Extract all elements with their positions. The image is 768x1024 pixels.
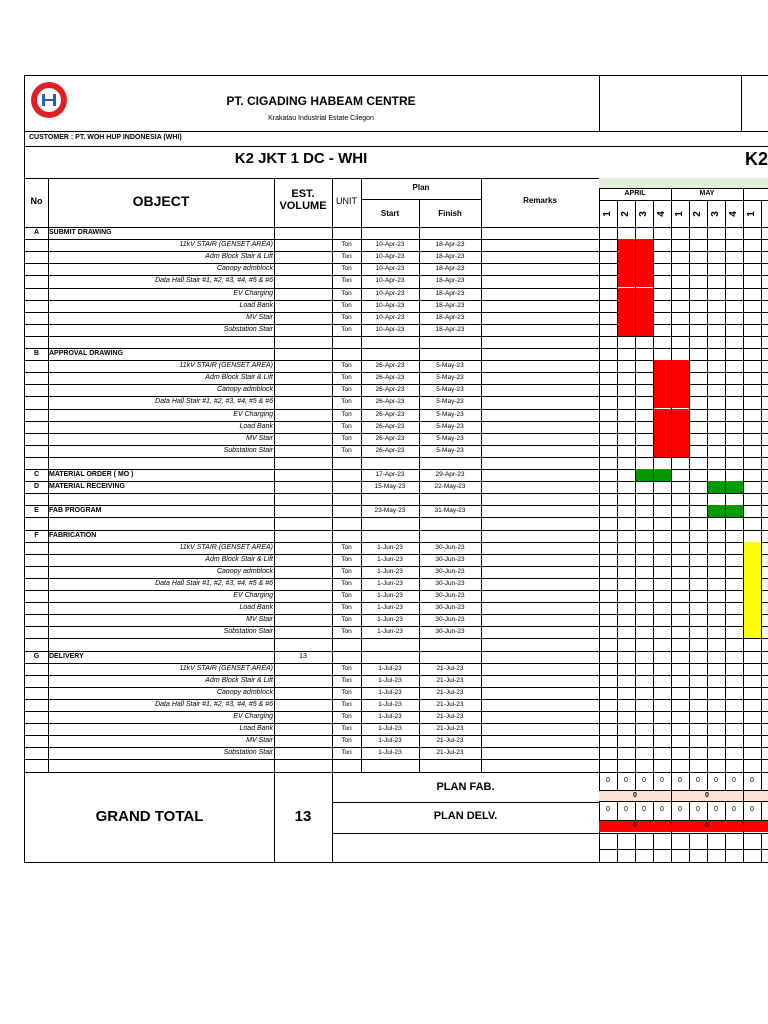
gantt-bar: [743, 542, 761, 554]
row-unit: Ton: [341, 386, 352, 394]
plan-delv-week-value: 0: [714, 806, 718, 813]
section-label: FAB PROGRAM: [49, 507, 102, 515]
item-label: Canopy admblock: [216, 567, 273, 575]
plan-fab-month-value: 0: [633, 792, 637, 799]
row-start: 1-Jul-23: [378, 676, 402, 684]
gantt-bar: [743, 602, 761, 614]
row-unit: Ton: [341, 604, 352, 612]
row-finish: 21-Jul-23: [436, 737, 464, 745]
row-unit: Ton: [341, 579, 352, 587]
plan-fab-week-value: 0: [624, 777, 628, 784]
company-address: Krakatau Industrial Estate Cilegon: [268, 115, 374, 122]
week-label: 4: [656, 211, 667, 217]
row-finish: 21-Jul-23: [436, 664, 464, 672]
row-volume: 13: [299, 652, 307, 660]
row-finish: 21-Jul-23: [436, 713, 464, 720]
item-label: 11kV STAIR (GENSET AREA): [179, 241, 273, 249]
row-start: 1-Jul-23: [378, 737, 402, 745]
row-line: [25, 336, 768, 337]
row-unit: Ton: [341, 676, 352, 684]
item-label: Canopy admblock: [216, 265, 273, 273]
row-finish: 29-Apr-23: [435, 471, 465, 478]
row-unit: Ton: [341, 555, 352, 563]
item-label: MV Stair: [246, 313, 273, 321]
row-finish: 21-Jul-23: [436, 688, 464, 696]
item-label: Substation Stair: [223, 325, 273, 333]
header-volume: VOLUME: [279, 200, 327, 212]
row-start: 10-Apr-23: [375, 289, 405, 297]
row-unit: Ton: [341, 422, 352, 430]
row-unit: Ton: [341, 688, 352, 696]
item-label: EV Charging: [233, 713, 273, 720]
summary-grid: [725, 833, 726, 862]
row-finish: 5-May-23: [436, 374, 464, 382]
row-unit: Ton: [341, 543, 352, 551]
row-unit: Ton: [341, 265, 352, 273]
summary-grid: [761, 801, 762, 820]
header-box-line: [741, 76, 742, 131]
summary-grid: [599, 833, 600, 862]
week-line: [599, 200, 600, 772]
header-remarks: Remarks: [523, 196, 557, 205]
plan-fab-week-value: 0: [606, 777, 610, 784]
row-finish: 30-Jun-23: [435, 567, 465, 575]
row-start: 1-Jun-23: [377, 616, 403, 624]
row-finish: 5-May-23: [436, 434, 464, 442]
item-label: Data Hall Stair #1, #2, #3, #4, #5 & #6: [155, 277, 273, 285]
plan-delv-month-value: 0: [633, 822, 637, 829]
summary-bottom: [25, 862, 768, 863]
header-unit: UNIT: [336, 196, 357, 206]
item-label: MV Stair: [246, 737, 273, 745]
row-start: 1-Jun-23: [377, 567, 403, 575]
row-unit: Ton: [341, 410, 352, 418]
row-finish: 21-Jul-23: [436, 725, 464, 733]
row-unit: Ton: [341, 241, 352, 249]
summary-grid: [689, 833, 690, 862]
item-label: EV Charging: [233, 289, 273, 297]
section-label: SUBMIT DRAWING: [49, 229, 112, 236]
month-line: [743, 188, 744, 200]
gantt-bar: [743, 554, 761, 566]
row-finish: 31-May-23: [434, 507, 466, 515]
item-label: Load Bank: [239, 301, 273, 309]
summary-top: [25, 772, 768, 773]
row-finish: 5-May-23: [436, 410, 464, 418]
row-start: 1-Jul-23: [378, 749, 402, 757]
item-label: EV Charging: [233, 410, 273, 418]
summary-grid: [635, 833, 636, 862]
row-start: 10-Apr-23: [375, 325, 405, 333]
plan-fab-label: PLAN FAB.: [436, 781, 495, 793]
row-start: 1-Jun-23: [377, 628, 403, 636]
plan-delv-week-value: 0: [624, 806, 628, 813]
row-start: 10-Apr-23: [375, 265, 405, 273]
row-line: [25, 638, 768, 639]
row-start: 1-Jul-23: [378, 688, 402, 696]
item-label: Adm Block Stair & Lift: [205, 374, 273, 382]
row-finish: 5-May-23: [436, 446, 464, 454]
row-finish: 18-Apr-23: [435, 289, 465, 297]
section-label: FABRICATION: [49, 531, 97, 539]
week-line: [761, 200, 762, 772]
week-label: 1: [746, 211, 757, 217]
week-line: [743, 200, 744, 772]
row-start: 1-Jul-23: [378, 713, 402, 720]
week-label: 3: [710, 211, 721, 217]
header-start: Start: [380, 209, 400, 218]
summary-grid: [743, 790, 744, 801]
row-start: 1-Jul-23: [378, 725, 402, 733]
plan-fab-week-value: 0: [750, 777, 754, 784]
row-unit: Ton: [341, 434, 352, 442]
item-label: Load Bank: [239, 422, 273, 430]
row-finish: 30-Jun-23: [435, 555, 465, 563]
plan-fab-week-value: 0: [732, 777, 736, 784]
company-logo: [31, 82, 67, 118]
week-line: [707, 200, 708, 772]
row-unit: Ton: [341, 725, 352, 733]
row-finish: 18-Apr-23: [435, 301, 465, 309]
plan-fab-week-value: 0: [642, 777, 646, 784]
row-start: 1-Jul-23: [378, 664, 402, 672]
row-unit: Ton: [341, 567, 352, 575]
plan-divider: [361, 199, 481, 200]
item-label: EV Charging: [233, 592, 273, 599]
item-label: Load Bank: [239, 604, 273, 612]
item-label: Data Hall Stair #1, #2, #3, #4, #5 & #6: [155, 398, 273, 406]
project-title-right: K2: [745, 149, 768, 169]
row-finish: 5-May-23: [436, 398, 464, 406]
row-unit: Ton: [341, 749, 352, 757]
week-line: [671, 200, 672, 772]
section-label: DELIVERY: [49, 652, 84, 660]
item-label: MV Stair: [246, 434, 273, 442]
item-label: 11kV STAIR (GENSET AREA): [179, 664, 273, 672]
grand-total-label: GRAND TOTAL: [95, 808, 204, 825]
gantt-bar: [743, 590, 761, 602]
row-no: D: [33, 483, 40, 491]
week-label: 1: [674, 211, 685, 217]
row-finish: 5-May-23: [436, 386, 464, 394]
row-start: 1-Jul-23: [378, 700, 402, 708]
plan-fab-week-value: 0: [714, 777, 718, 784]
gantt-bar: [743, 626, 761, 638]
header-object: OBJECT: [132, 193, 190, 209]
week-line: [617, 200, 618, 772]
item-label: Data Hall Stair #1, #2, #3, #4, #5 & #6: [155, 700, 273, 708]
plan-fab-week-value: 0: [678, 777, 682, 784]
item-label: 11kV STAIR (GENSET AREA): [179, 543, 273, 551]
row-finish: 30-Jun-23: [435, 543, 465, 551]
row-no: G: [33, 652, 40, 660]
row-no: C: [33, 471, 40, 478]
row-line: [25, 457, 768, 458]
row-start: 1-Jun-23: [377, 543, 403, 551]
plan-delv-week-value: 0: [642, 806, 646, 813]
summary-divider: [332, 833, 599, 834]
row-start: 1-Jun-23: [377, 592, 403, 599]
row-start: 10-Apr-23: [375, 253, 405, 261]
row-finish: 18-Apr-23: [435, 253, 465, 261]
row-finish: 30-Jun-23: [435, 616, 465, 624]
row-finish: 30-Jun-23: [435, 628, 465, 636]
row-no: B: [33, 350, 40, 357]
row-line: [25, 759, 768, 760]
row-finish: 30-Jun-23: [435, 592, 465, 599]
grand-total-value: 13: [294, 808, 312, 825]
row-finish: 22-May-23: [434, 483, 466, 491]
column-line: [274, 227, 275, 772]
row-no: E: [34, 507, 39, 515]
summary-grid: [743, 833, 744, 862]
row-finish: 18-Apr-23: [435, 241, 465, 249]
row-finish: 21-Jul-23: [436, 676, 464, 684]
row-unit: Ton: [341, 313, 352, 321]
row-finish: 30-Jun-23: [435, 579, 465, 587]
summary-divider: [332, 802, 599, 803]
row-unit: Ton: [341, 325, 352, 333]
section-label: APPROVAL DRAWING: [49, 350, 124, 357]
week-label: 1: [602, 211, 613, 217]
row-no: F: [34, 531, 39, 539]
row-unit: Ton: [341, 289, 352, 297]
row-start: 26-Apr-23: [375, 386, 405, 394]
gantt-bar: [743, 614, 761, 626]
summary-grid: [653, 833, 654, 862]
row-start: 26-Apr-23: [375, 446, 405, 454]
row-finish: 18-Apr-23: [435, 277, 465, 285]
row-finish: 21-Jul-23: [436, 700, 464, 708]
row-finish: 5-May-23: [436, 422, 464, 430]
summary-grid: [761, 772, 762, 790]
row-unit: Ton: [341, 737, 352, 745]
row-line: [25, 517, 768, 518]
plan-delv-week-value: 0: [696, 806, 700, 813]
row-start: 1-Jun-23: [377, 604, 403, 612]
row-no: A: [33, 229, 40, 236]
week-label: 2: [620, 211, 631, 217]
plan-delv-week-value: 0: [660, 806, 664, 813]
month-band: [599, 178, 768, 188]
row-start: 10-Apr-23: [375, 277, 405, 285]
row-start: 23-May-23: [374, 507, 406, 515]
header-divider: [25, 146, 768, 147]
header-divider: [25, 131, 768, 132]
row-unit: Ton: [341, 374, 352, 382]
row-unit: Ton: [341, 664, 352, 672]
month-may: MAY: [699, 190, 715, 197]
row-start: 1-Jun-23: [377, 555, 403, 563]
column-line: [332, 227, 333, 772]
section-label: MATERIAL RECEIVING: [49, 483, 125, 491]
row-start: 17-Apr-23: [375, 471, 405, 478]
row-unit: Ton: [341, 446, 352, 454]
row-line: [25, 493, 768, 494]
row-start: 26-Apr-23: [375, 362, 405, 370]
item-label: Data Hall Stair #1, #2, #3, #4, #5 & #6: [155, 579, 273, 587]
row-unit: Ton: [341, 592, 352, 599]
plan-fab-week-value: 0: [696, 777, 700, 784]
week-line: [653, 200, 654, 772]
row-start: 15-May-23: [374, 483, 406, 491]
project-title: K2 JKT 1 DC - WHI: [234, 150, 368, 167]
section-label: MATERIAL ORDER ( MO ): [49, 471, 134, 478]
row-start: 10-Apr-23: [375, 301, 405, 309]
customer-line: CUSTOMER : PT. WOH HUP INDONESIA (WHI): [29, 134, 182, 141]
header-box-line: [599, 76, 600, 131]
week-label: 2: [692, 211, 703, 217]
row-start: 26-Apr-23: [375, 398, 405, 406]
row-unit: Ton: [341, 700, 352, 708]
week-line: [689, 200, 690, 772]
header-no: No: [30, 196, 43, 206]
column-line: [48, 227, 49, 772]
row-start: 10-Apr-23: [375, 241, 405, 249]
row-finish: 5-May-23: [436, 362, 464, 370]
row-unit: Ton: [341, 398, 352, 406]
header-finish: Finish: [438, 209, 462, 218]
row-unit: Ton: [341, 628, 352, 636]
plan-fab-month-value: 0: [705, 792, 709, 799]
item-label: Adm Block Stair & Lift: [205, 676, 273, 684]
item-label: Load Bank: [239, 725, 273, 733]
summary-grid: [617, 833, 618, 862]
plan-delv-week-value: 0: [750, 806, 754, 813]
plan-fab-week-value: 0: [660, 777, 664, 784]
item-label: Substation Stair: [223, 749, 273, 757]
row-finish: 18-Apr-23: [435, 313, 465, 321]
row-finish: 18-Apr-23: [435, 325, 465, 333]
row-start: 10-Apr-23: [375, 313, 405, 321]
row-finish: 18-Apr-23: [435, 265, 465, 273]
week-line: [635, 200, 636, 772]
row-unit: Ton: [341, 301, 352, 309]
item-label: Adm Block Stair & Lift: [205, 555, 273, 563]
row-finish: 21-Jul-23: [436, 749, 464, 757]
header-est: EST.: [291, 188, 315, 200]
column-line: [419, 227, 420, 772]
plan-delv-week-value: 0: [678, 806, 682, 813]
company-name: PT. CIGADING HABEAM CENTRE: [226, 94, 416, 108]
gantt-bar: [743, 578, 761, 590]
item-label: Canopy admblock: [216, 688, 273, 696]
column-line: [481, 227, 482, 772]
logo-h-icon: [42, 94, 56, 106]
plan-delv-month-value: 0: [705, 822, 709, 829]
gantt-bar: [743, 566, 761, 578]
row-unit: Ton: [341, 713, 352, 720]
plan-delv-label: PLAN DELV.: [433, 810, 498, 822]
item-label: 11kV STAIR (GENSET AREA): [179, 362, 273, 370]
item-label: MV Stair: [246, 616, 273, 624]
row-start: 26-Apr-23: [375, 434, 405, 442]
plan-delv-week-value: 0: [732, 806, 736, 813]
item-label: Adm Block Stair & Lift: [205, 253, 273, 261]
row-start: 26-Apr-23: [375, 422, 405, 430]
summary-grid: [671, 833, 672, 862]
plan-delv-week-value: 0: [606, 806, 610, 813]
schedule-sheet: [24, 75, 768, 863]
week-line: [725, 200, 726, 772]
row-start: 26-Apr-23: [375, 374, 405, 382]
row-start: 26-Apr-23: [375, 410, 405, 418]
summary-grid: [743, 820, 744, 833]
row-unit: Ton: [341, 253, 352, 261]
column-line: [361, 227, 362, 772]
row-unit: Ton: [341, 362, 352, 370]
item-label: Canopy admblock: [216, 386, 273, 394]
item-label: Substation Stair: [223, 628, 273, 636]
month-april: APRIL: [624, 190, 646, 197]
summary-grid: [707, 833, 708, 862]
week-label: 3: [638, 211, 649, 217]
item-label: Substation Stair: [223, 446, 273, 454]
row-finish: 30-Jun-23: [435, 604, 465, 612]
row-start: 1-Jun-23: [377, 579, 403, 587]
row-unit: Ton: [341, 277, 352, 285]
week-label: 4: [728, 211, 739, 217]
header-plan: Plan: [412, 183, 430, 192]
summary-grid: [761, 833, 762, 862]
row-unit: Ton: [341, 616, 352, 624]
